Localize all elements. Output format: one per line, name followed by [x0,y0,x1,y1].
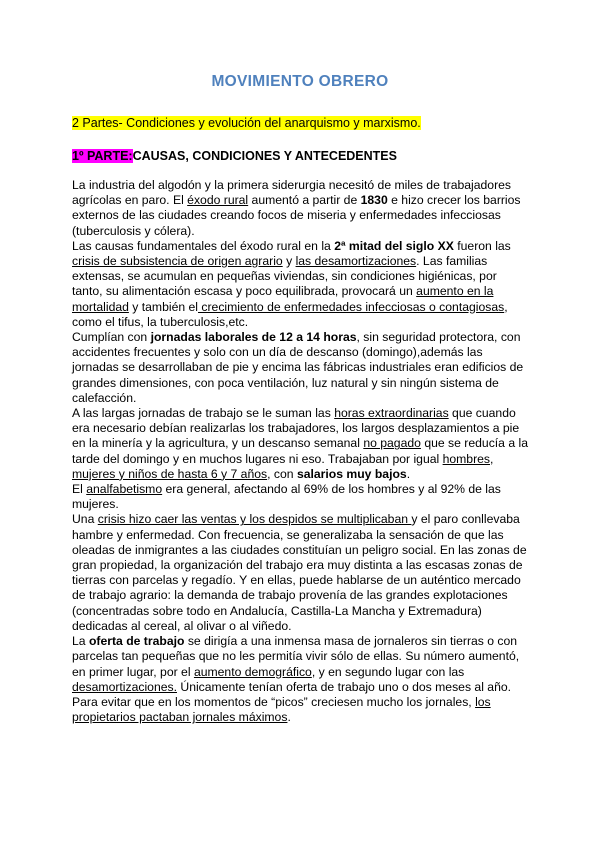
bold-term: jornadas laborales de 12 a 14 horas [150,330,357,345]
paragraph-6 [72,512,530,634]
underlined-term: hombres, mujeres y niños de hasta 6 y 7 años [72,451,494,481]
text-run: y [282,254,296,269]
underlined-term: desamortizaciones. [72,679,177,694]
text-run: , como el tifus, la tuberculosis,etc. [72,299,508,329]
text-run: y el paro conllevaba hambre y enfermedad. Con frecuencia, se generalizaba la sensación de que las oleadas de inmigrantes a las ciudades constituían un peligro social. En las zonas de gran propiedad, la organización del trabajo era muy distinta a las escasas zonas de tierras con parcelas y regadío. Y en ellas, puede hablarse de un auténtico mercado de trabajo agrario: la demanda de trabajo provenía de las grandes explotaciones (concentradas sobre todo en Andalucía, Castilla-La Mancha y Extremadura) dedicadas al cereal, al olivar o al viñedo. [72,512,527,633]
underlined-term: no pagado [363,436,421,451]
bold-term: oferta de trabajo [88,634,185,649]
text-run: Una [72,512,98,527]
text-run: El [72,482,87,497]
text-run: . Las familias extensas, se acumulan en pequeñas viviendas, sin condiciones higiénicas, por tanto, su alimentación escasa y poco equilibrada, provocará un [72,254,497,299]
underlined-term: los propietarios pactaban jornales máximos [72,694,491,725]
bold-term: 2ª mitad del siglo XX [334,238,454,253]
text-run: Las causas fundamentales del éxodo rural en la [72,238,335,253]
text-run: Únicamente tenían oferta de trabajo uno o dos meses al año. Para evitar que en los momentos de “picos” creciesen mucho los jornales, [72,679,512,709]
text-run: , con [267,466,297,481]
paragraph-5 [72,482,530,512]
subtitle-highlight: 2 Partes- Condiciones y evolución del anarquismo y marxismo. [72,116,421,130]
text-run: aumentó a partir de [248,193,361,208]
underlined-term: crisis hizo caer las ventas y los despidos se multiplicaban [97,512,412,527]
bold-term: 1830 [360,193,388,208]
page-title: MOVIMIENTO OBRERO [211,73,389,90]
bold-term: salarios muy bajos [296,466,407,481]
underlined-term: horas extraordinarias [334,406,449,421]
text-run: . [287,710,291,725]
text-run: e hizo crecer los barrios externos de las ciudades creando focos de miseria y enfermedades infecciosas (tuberculosis y cólera). [72,193,521,238]
underlined-term: éxodo rural [187,193,249,208]
underlined-term: aumento demográfico [193,664,312,679]
document-subtitle [72,115,421,131]
paragraph-3 [72,330,530,406]
document-body [72,178,530,725]
text-run: , y en segundo lugar con las [311,664,465,679]
text-run: era general, afectando al 69% de los hombres y al 92% de las mujeres. [72,482,501,512]
text-run: , sin seguridad protectora, con accidentes frecuentes y solo con un día de descanso (domingo),además las jornadas se desarrollaban de pie y encima las fábricas industriales eran edificios de grandes dimensiones, con poca ventilación, luz natural y sin ningún sistema de calefacción. [72,330,524,405]
section-label: 1º PARTE: [72,149,133,163]
underlined-term: crisis de subsistencia de origen agrario [72,254,283,269]
text-run: se dirigía a una inmensa masa de jornaleros sin tierras o con parcelas tan pequeñas que no les permitía vivir sólo de ellas. Su número aumentó, en primer lugar, por el [72,634,520,679]
text-run: La [72,634,89,649]
underlined-term: crecimiento de enfermedades infecciosas o contagiosas [198,299,505,314]
paragraph-4 [72,406,530,482]
section-heading [72,148,397,164]
underlined-term: aumento en la mortalidad [72,284,494,314]
text-run: Cumplían con [72,330,151,345]
section-title: CAUSAS, CONDICIONES Y ANTECEDENTES [132,149,397,163]
paragraph-7 [72,634,530,725]
text-run: y también el [128,299,199,314]
text-run: que cuando era necesario debían realizarlas los trabajadores, los largos desplazamientos a pie en la minería y la agricultura, y un descanso semanal [72,406,520,451]
paragraph-2 [72,239,530,330]
underlined-term: analfabetismo [86,482,163,497]
paragraph-1 [72,178,530,239]
text-run: fueron las [453,238,511,253]
text-run: A las largas jornadas de trabajo se le suman las [72,406,335,421]
underlined-term: las desamortizaciones [295,254,417,269]
text-run: La industria del algodón y la primera siderurgia necesitó de miles de trabajadores agrícolas en paro. El [72,178,511,208]
text-run: que se reducía a la tarde del domingo y en muchos lugares ni eso. Trabajaban por igual [72,436,528,466]
text-run: . [406,466,411,481]
